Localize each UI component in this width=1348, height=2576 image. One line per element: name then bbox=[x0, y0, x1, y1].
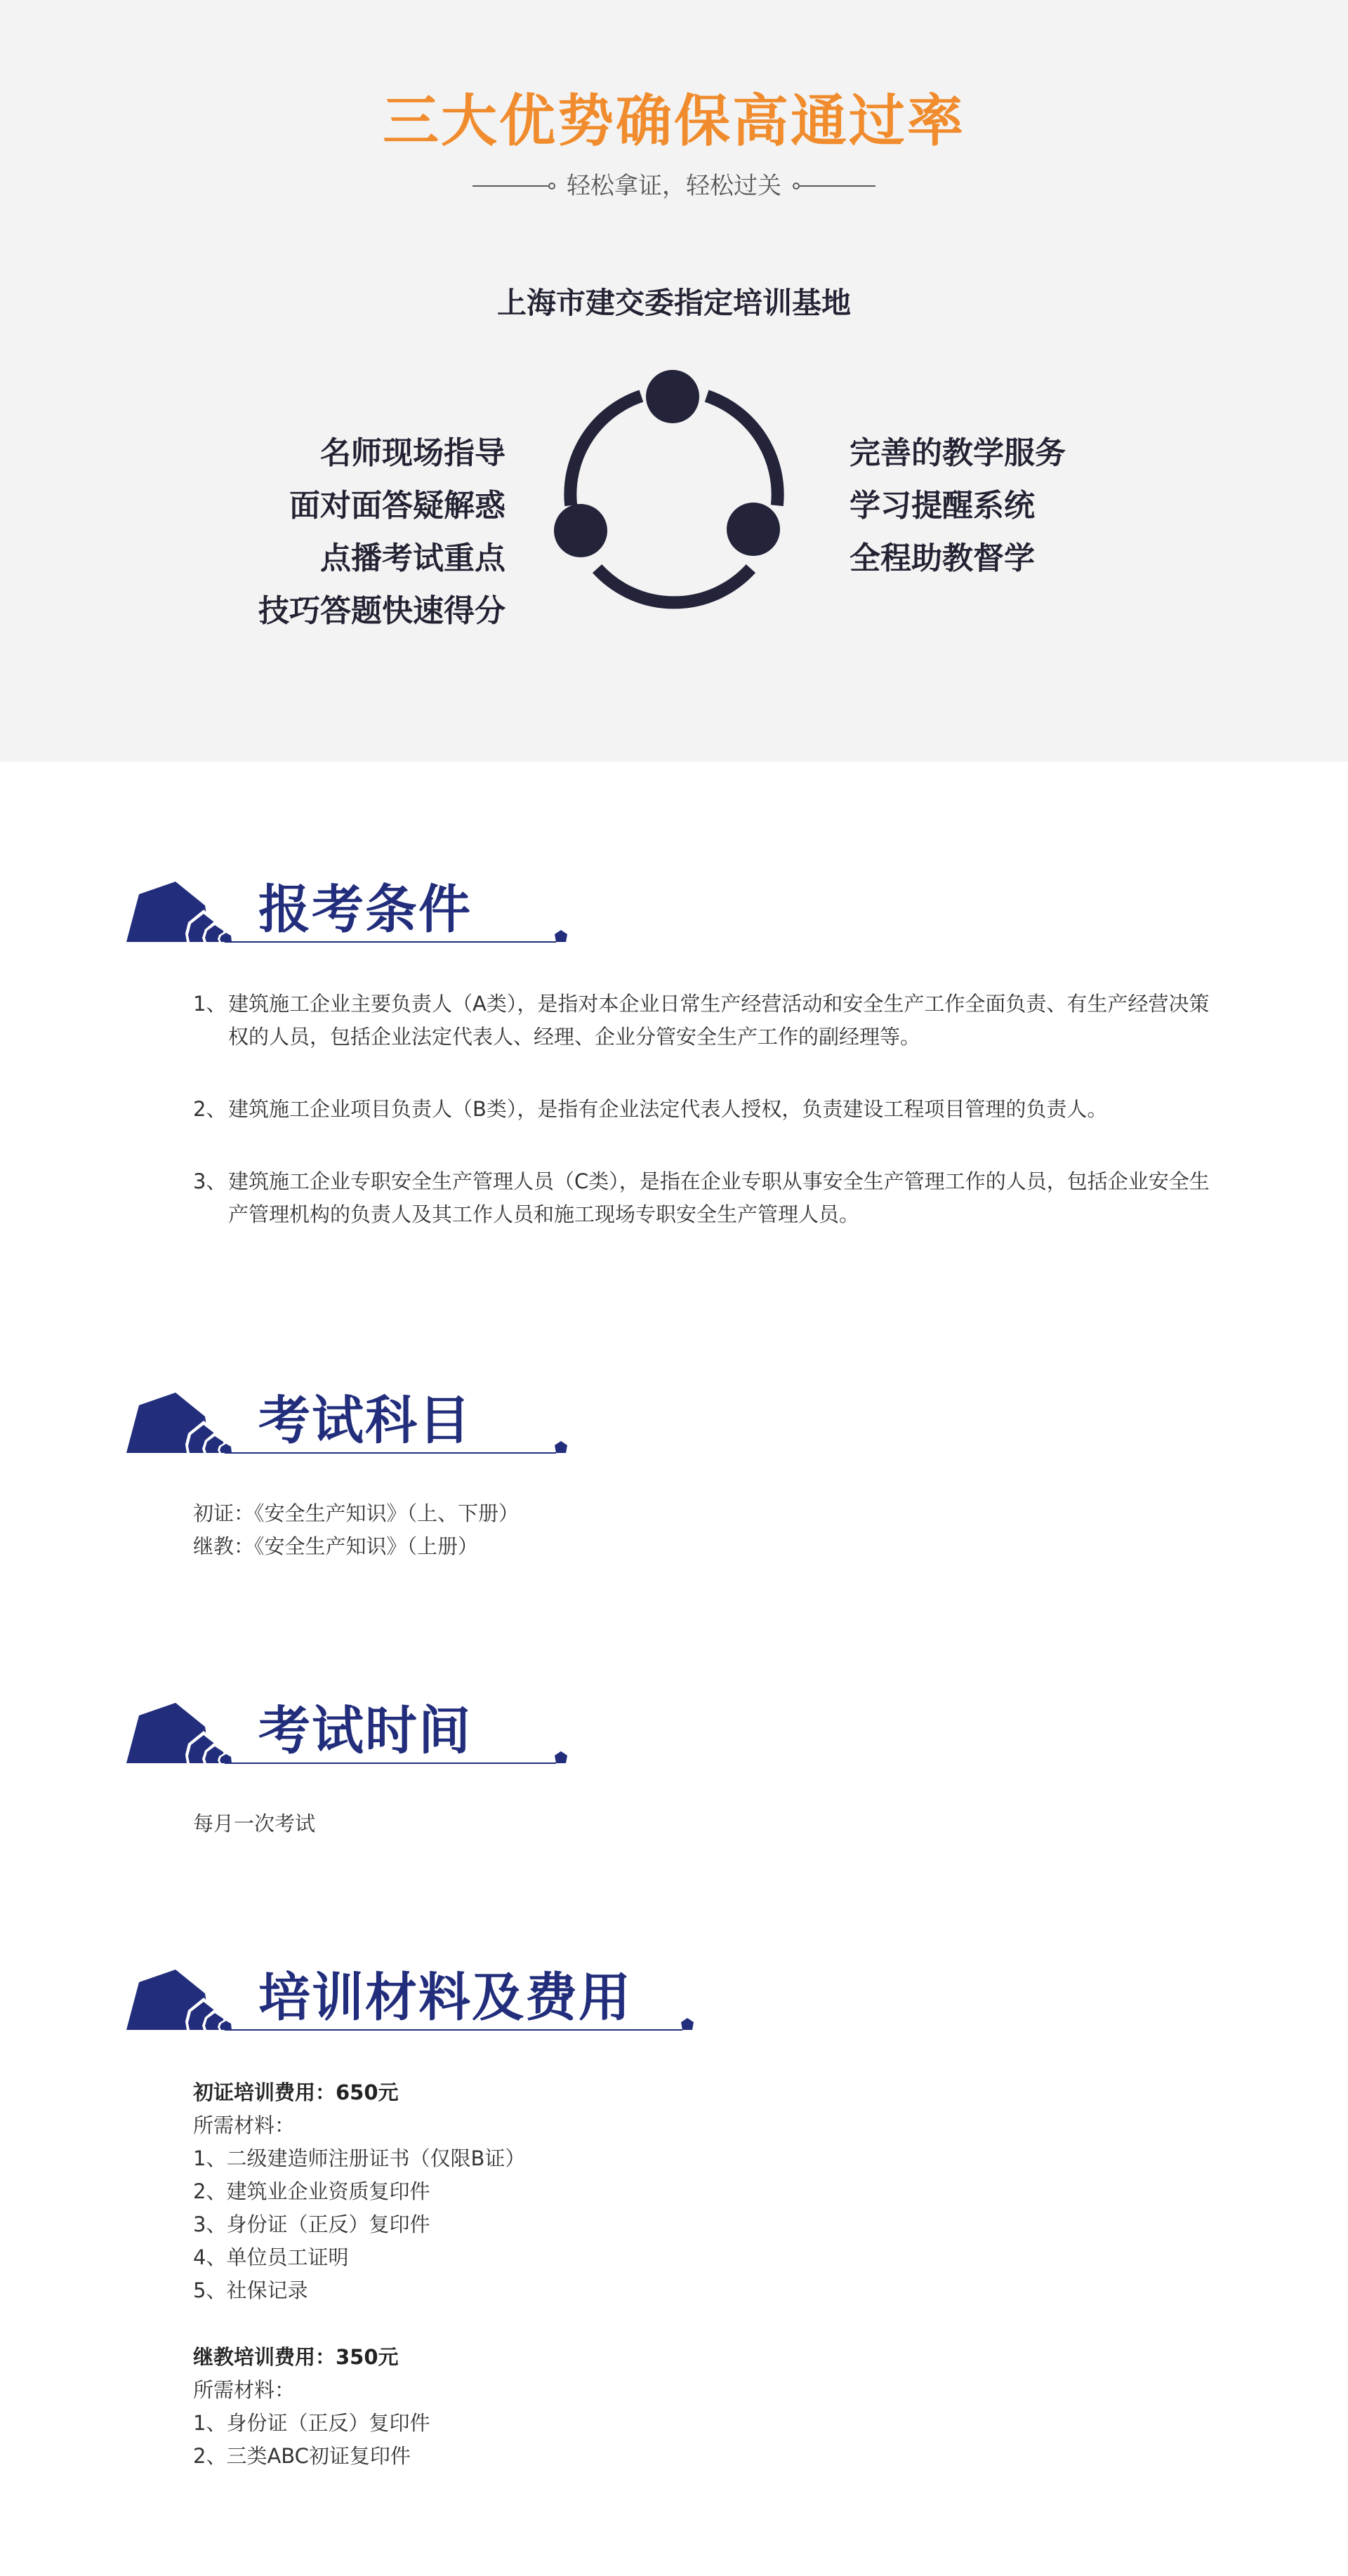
advantages-left-list bbox=[258, 427, 505, 637]
section-title: 考试科目 bbox=[258, 1390, 472, 1451]
advantage-item: 学习提醒系统 bbox=[850, 488, 1035, 524]
list-item bbox=[193, 1165, 1218, 1231]
info-content bbox=[0, 762, 1348, 2576]
advantages-subtitle bbox=[0, 168, 1348, 204]
advantage-item: 面对面答疑解惑 bbox=[289, 488, 505, 524]
list-item: 2、建筑业企业资质复印件 bbox=[193, 2179, 430, 2203]
materials-label: 所需材料： bbox=[193, 2378, 296, 2402]
exam-time bbox=[193, 1807, 1218, 1840]
list-item: 1、身份证（正反）复印件 bbox=[193, 2411, 430, 2435]
section-heading-conditions bbox=[126, 877, 576, 948]
section-title: 报考条件 bbox=[258, 879, 472, 940]
initial-fee: 初证培训费用：650元 bbox=[193, 2080, 399, 2104]
list-item: 3、身份证（正反）复印件 bbox=[193, 2212, 430, 2236]
training-base-title: 上海市建交委指定培训基地 bbox=[496, 286, 851, 320]
advantages-right-list bbox=[850, 427, 1066, 585]
list-item: 1、二级建造师注册证书（仅限B证） bbox=[193, 2146, 526, 2170]
list-item-number: 1、 bbox=[193, 992, 227, 1016]
subjects-list bbox=[193, 1497, 1218, 1563]
list-item-number: 2、 bbox=[193, 1097, 227, 1121]
list-item: 2、三类ABC初证复印件 bbox=[193, 2444, 411, 2468]
list-item: 5、社保记录 bbox=[193, 2278, 308, 2302]
section-title: 培训材料及费用 bbox=[258, 1967, 632, 2028]
section-heading-subjects bbox=[126, 1388, 576, 1459]
advantages-title: 三大优势确保高通过率 bbox=[383, 88, 965, 154]
subtitle-right-line bbox=[793, 182, 875, 190]
materials-list bbox=[193, 2076, 1218, 2473]
subtitle-text: 轻松拿证，轻松过关 bbox=[567, 172, 781, 200]
advantage-item: 完善的教学服务 bbox=[850, 435, 1066, 471]
subtitle-left-line bbox=[473, 182, 555, 190]
cycle-icon bbox=[548, 365, 800, 618]
list-item bbox=[193, 1093, 1218, 1126]
conditions-list bbox=[193, 988, 1218, 1270]
list-item-text: 建筑施工企业项目负责人（B类），是指有企业法定代表人授权，负责建设工程项目管理的负责人。 bbox=[228, 1097, 1108, 1121]
list-item-text: 建筑施工企业主要负责人（A类），是指对本企业日常生产经营活动和安全生产工作全面负责、有生产经营决策权的人员，包括企业法定代表人、经理、企业分管安全生产工作的副经理等。 bbox=[228, 992, 1210, 1049]
section-heading-time bbox=[126, 1699, 576, 1769]
advantage-item: 名师现场指导 bbox=[320, 435, 505, 471]
continuing-fee: 继教培训费用：350元 bbox=[193, 2345, 399, 2369]
materials-label: 所需材料： bbox=[193, 2113, 296, 2137]
subject-line: 初证：《安全生产知识》（上、下册） bbox=[193, 1501, 520, 1525]
exam-time-text: 每月一次考试 bbox=[193, 1812, 316, 1835]
advantage-item: 技巧答题快速得分 bbox=[258, 593, 505, 629]
list-item-number: 3、 bbox=[193, 1169, 227, 1193]
subject-line: 继教：《安全生产知识》（上册） bbox=[193, 1534, 479, 1558]
advantage-item: 点播考试重点 bbox=[320, 540, 505, 576]
list-item bbox=[193, 988, 1218, 1054]
list-item: 4、单位员工证明 bbox=[193, 2245, 349, 2269]
section-title: 考试时间 bbox=[258, 1701, 472, 1761]
advantage-item: 全程助教督学 bbox=[850, 540, 1035, 576]
section-heading-materials bbox=[126, 1965, 702, 2036]
advantages-section bbox=[0, 0, 1348, 762]
list-item-text: 建筑施工企业专职安全生产管理人员（C类），是指在企业专职从事安全生产管理工作的人员，包括企业安全生产管理机构的负责人及其工作人员和施工现场专职安全生产管理人员。 bbox=[228, 1169, 1210, 1226]
